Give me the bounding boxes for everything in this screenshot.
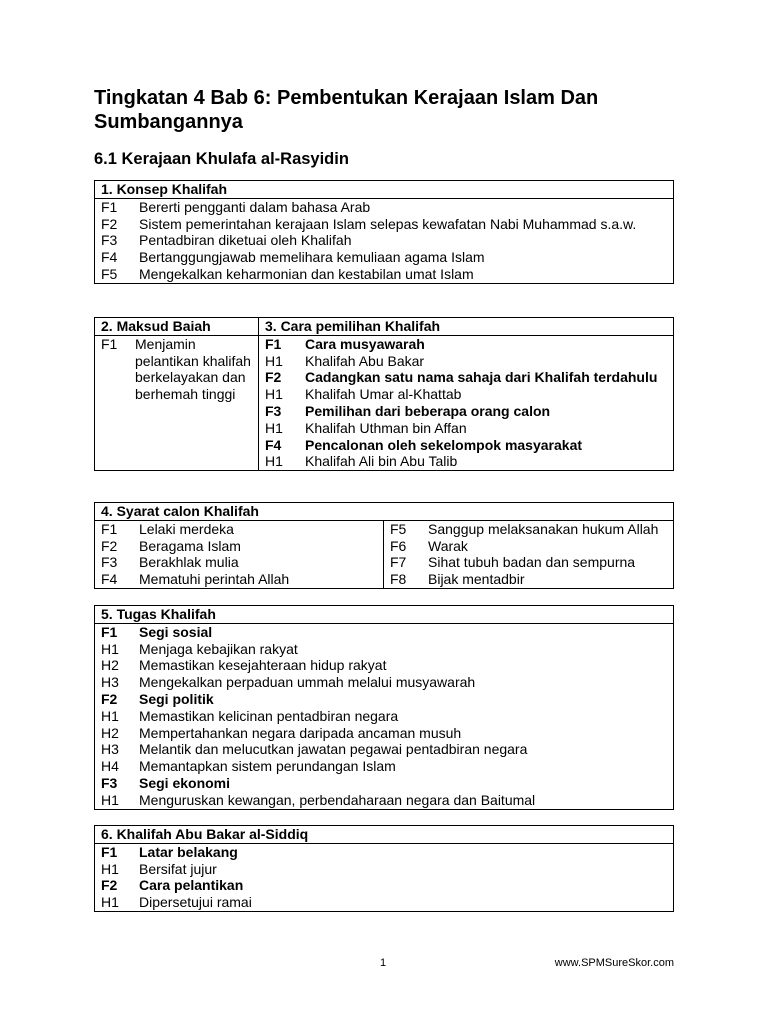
maksud-baiah-header: 2. Maksud Baiah: [95, 318, 259, 335]
abu-bakar-box: [94, 825, 674, 912]
list-item: F1 Menjamin pelantikan khalifah berkelayakan dan berhemah tinggi: [101, 335, 251, 403]
list-item: H1 Khalifah Ali bin Abu Talib: [265, 453, 458, 470]
list-item: F1 Segi sosial: [101, 623, 213, 640]
box-header: 1. Konsep Khalifah: [95, 181, 673, 199]
list-item: F1 Lelaki merdeka: [101, 520, 234, 537]
list-item: H1 Khalifah Abu Bakar: [265, 352, 425, 369]
list-item: F4 Bertanggungjawab memelihara kemuliaan agama Islam: [101, 249, 485, 266]
list-item: F2 Beragama Islam: [101, 537, 241, 554]
list-item: F5 Sanggup melaksanakan hukum Allah: [390, 520, 659, 537]
syarat-calon-box: [94, 502, 674, 589]
page-number: 1: [380, 957, 387, 969]
list-item: H3 Mengekalkan perpaduan ummah melalui musyawarah: [101, 674, 476, 691]
list-item: F1 Bererti pengganti dalam bahasa Arab: [101, 198, 371, 215]
list-item: H1 Menguruskan kewangan, perbendaharaan negara dan Baitumal: [101, 791, 536, 808]
document-title: Tingkatan 4 Bab 6: Pembentukan Kerajaan Islam Dan Sumbangannya: [94, 87, 599, 133]
list-item: F3 Berakhlak mulia: [101, 554, 239, 571]
list-item: F3 Pemilihan dari beberapa orang calon: [265, 402, 551, 419]
box-header: 5. Tugas Khalifah: [95, 606, 673, 624]
list-item: H1 Khalifah Umar al-Khattab: [265, 386, 462, 403]
list-item: F1 Cara musyawarah: [265, 335, 425, 352]
list-item: F3 Pentadbiran diketuai oleh Khalifah: [101, 232, 352, 249]
list-item: F2 Sistem pemerintahan kerajaan Islam selepas kewafatan Nabi Muhammad s.a.w.: [101, 215, 637, 232]
list-item: H2 Memastikan kesejahteraan hidup rakyat: [101, 657, 387, 674]
list-item: H1 Khalifah Uthman bin Affan: [265, 419, 467, 436]
list-item: H4 Memantapkan sistem perundangan Islam: [101, 758, 396, 775]
list-item: H1 Memastikan kelicinan pentadbiran negara: [101, 707, 399, 724]
list-item: H1 Dipersetujui ramai: [101, 894, 252, 911]
footer-website: www.SPMSureSkor.com: [554, 957, 674, 969]
list-item: H1 Menjaga kebajikan rakyat: [101, 640, 298, 657]
list-item: F6 Warak: [390, 537, 468, 554]
box-header: 4. Syarat calon Khalifah: [95, 503, 673, 521]
list-item: H3 Melantik dan melucutkan jawatan pegawai pentadbiran negara: [101, 741, 528, 758]
konsep-khalifah-box: [94, 180, 674, 284]
cara-pemilihan-header: 3. Cara pemilihan Khalifah: [265, 318, 441, 334]
list-item: F4 Pencalonan oleh sekelompok masyarakat: [265, 436, 583, 453]
baiah-pemilihan-box: [94, 317, 674, 471]
tugas-khalifah-box: [94, 605, 674, 810]
list-item: F2 Segi politik: [101, 690, 214, 707]
list-item: F2 Cara pelantikan: [101, 877, 244, 894]
list-item: H2 Mempertahankan negara daripada ancaman musuh: [101, 724, 462, 741]
list-item: F2 Cadangkan satu nama sahaja dari Khalifah terdahulu: [265, 369, 658, 386]
list-item: F7 Sihat tubuh badan dan sempurna: [390, 554, 636, 571]
list-item: F5 Mengekalkan keharmonian dan kestabilan umat Islam: [101, 265, 474, 282]
list-item: F8 Bijak mentadbir: [390, 571, 525, 588]
box-header: 6. Khalifah Abu Bakar al-Siddiq: [95, 826, 673, 844]
list-item: H1 Bersifat jujur: [101, 860, 217, 877]
list-item: F3 Segi ekonomi: [101, 774, 231, 791]
list-item: F1 Latar belakang: [101, 843, 238, 860]
section-title: 6.1 Kerajaan Khulafa al-Rasyidin: [94, 150, 349, 168]
list-item: F4 Mematuhi perintah Allah: [101, 571, 290, 588]
